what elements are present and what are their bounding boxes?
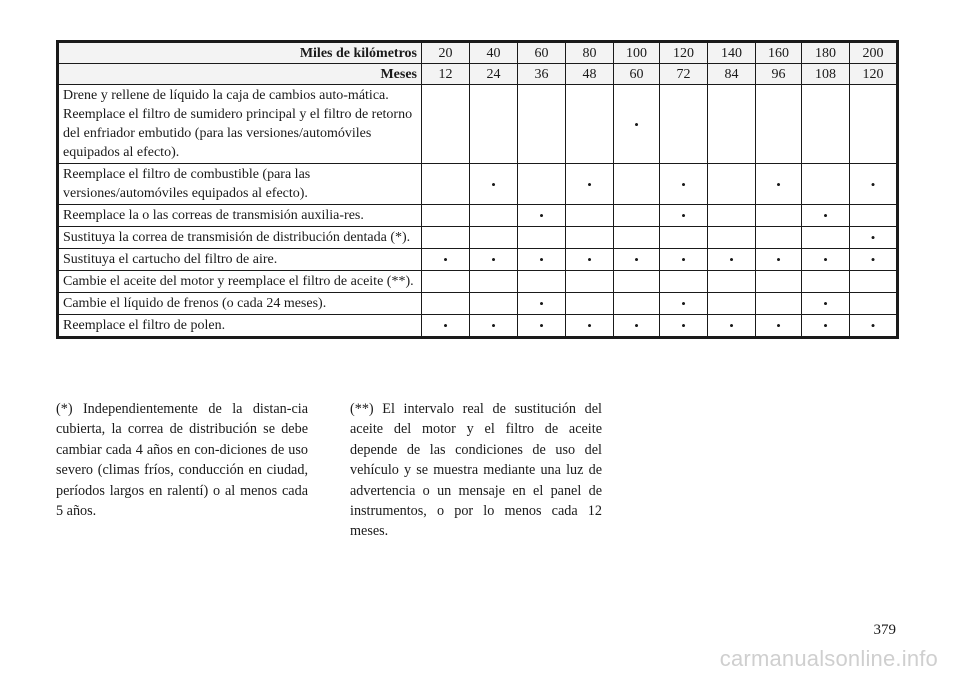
service-mark [518, 271, 566, 293]
table-row [58, 85, 898, 164]
service-task: Reemplace el filtro de polen. [58, 315, 422, 338]
service-mark [422, 164, 470, 205]
interval-value: 72 [660, 64, 708, 85]
service-mark: • [470, 164, 518, 205]
service-task: Sustituya el cartucho del filtro de aire. [58, 249, 422, 271]
interval-value: 200 [850, 42, 898, 64]
interval-value: 80 [566, 42, 614, 64]
service-mark [802, 227, 850, 249]
service-mark: • [614, 315, 660, 338]
service-mark: • [708, 315, 756, 338]
header-label: Miles de kilómetros [58, 42, 422, 64]
interval-value: 20 [422, 42, 470, 64]
service-mark [566, 85, 614, 164]
header-label: Meses [58, 64, 422, 85]
service-mark [614, 271, 660, 293]
service-mark: • [708, 249, 756, 271]
service-mark [756, 227, 802, 249]
service-mark: • [660, 315, 708, 338]
service-mark: • [518, 249, 566, 271]
service-mark [566, 293, 614, 315]
table-row [58, 315, 898, 338]
service-mark [422, 271, 470, 293]
service-mark [422, 227, 470, 249]
service-mark [708, 227, 756, 249]
service-mark [422, 293, 470, 315]
service-mark: • [566, 164, 614, 205]
service-mark: • [660, 249, 708, 271]
service-mark [518, 164, 566, 205]
interval-value: 40 [470, 42, 518, 64]
service-mark: • [660, 164, 708, 205]
table-row [58, 271, 898, 293]
service-mark [566, 205, 614, 227]
interval-value: 180 [802, 42, 850, 64]
interval-value: 120 [850, 64, 898, 85]
interval-value: 108 [802, 64, 850, 85]
interval-value: 24 [470, 64, 518, 85]
service-task: Cambie el líquido de frenos (o cada 24 meses). [58, 293, 422, 315]
service-mark: • [756, 164, 802, 205]
service-mark [518, 85, 566, 164]
service-mark [660, 271, 708, 293]
interval-value: 12 [422, 64, 470, 85]
service-mark: • [802, 315, 850, 338]
service-mark [470, 293, 518, 315]
service-mark: • [566, 315, 614, 338]
service-mark: • [470, 315, 518, 338]
footnote-timing-belt: (*) Independientemente de la distan-cia cubierta, la correa de distribución se debe cambiar cada 4 años en con-diciones de uso severo (climas fríos, conducción en ciudad, períodos largos en ralentí) o al menos cada 5 años. [56, 401, 308, 520]
service-mark: • [422, 249, 470, 271]
service-mark [708, 85, 756, 164]
service-mark [566, 271, 614, 293]
service-mark [614, 293, 660, 315]
service-mark [802, 271, 850, 293]
interval-value: 120 [660, 42, 708, 64]
service-mark [566, 227, 614, 249]
table-row [58, 293, 898, 315]
service-mark [470, 205, 518, 227]
service-task: Reemplace el filtro de combustible (para las versiones/automóviles equipados al efecto). [58, 164, 422, 205]
service-mark [708, 293, 756, 315]
service-mark [756, 293, 802, 315]
service-mark [422, 205, 470, 227]
service-mark [470, 227, 518, 249]
interval-value: 160 [756, 42, 802, 64]
service-mark: • [614, 249, 660, 271]
service-mark [802, 85, 850, 164]
service-mark [518, 227, 566, 249]
service-mark [470, 85, 518, 164]
service-mark [708, 164, 756, 205]
service-mark: • [756, 249, 802, 271]
service-mark [614, 164, 660, 205]
service-mark [850, 293, 898, 315]
service-mark [614, 205, 660, 227]
service-mark [660, 85, 708, 164]
service-mark [756, 271, 802, 293]
service-mark [850, 85, 898, 164]
service-mark: • [422, 315, 470, 338]
service-mark: • [518, 205, 566, 227]
service-mark [850, 205, 898, 227]
service-mark [660, 227, 708, 249]
table-row [58, 205, 898, 227]
service-mark [802, 164, 850, 205]
interval-value: 36 [518, 64, 566, 85]
header-row [58, 64, 898, 85]
service-task: Cambie el aceite del motor y reemplace el filtro de aceite (**). [58, 271, 422, 293]
watermark: carmanualsonline.info [719, 646, 938, 671]
interval-value: 84 [708, 64, 756, 85]
service-mark: • [850, 227, 898, 249]
schedule-body [58, 42, 898, 338]
service-mark: • [660, 205, 708, 227]
table-row [58, 249, 898, 271]
page-number: 379 [873, 622, 896, 638]
service-mark: • [850, 249, 898, 271]
service-mark: • [566, 249, 614, 271]
service-mark: • [802, 293, 850, 315]
interval-value: 100 [614, 42, 660, 64]
table-row [58, 227, 898, 249]
table-row [58, 164, 898, 205]
service-mark: • [850, 315, 898, 338]
service-task: Drene y rellene de líquido la caja de cambios auto-mática. Reemplace el filtro de sumidero principal y el filtro de retorno del enfriador embutido (para las versiones/automóviles equipados al efecto). [58, 85, 422, 164]
service-mark [756, 85, 802, 164]
interval-value: 60 [518, 42, 566, 64]
interval-value: 60 [614, 64, 660, 85]
service-mark [708, 271, 756, 293]
header-row [58, 42, 898, 64]
service-mark [614, 227, 660, 249]
interval-value: 96 [756, 64, 802, 85]
service-mark: • [802, 249, 850, 271]
service-mark: • [850, 164, 898, 205]
service-mark: • [518, 315, 566, 338]
service-mark: • [802, 205, 850, 227]
maintenance-schedule-table [56, 40, 899, 339]
service-mark [470, 271, 518, 293]
interval-value: 140 [708, 42, 756, 64]
service-mark: • [756, 315, 802, 338]
interval-value: 48 [566, 64, 614, 85]
service-mark [708, 205, 756, 227]
service-mark: • [470, 249, 518, 271]
service-mark: • [518, 293, 566, 315]
service-task: Sustituya la correa de transmisión de distribución dentada (*). [58, 227, 422, 249]
service-mark: • [614, 85, 660, 164]
service-task: Reemplace la o las correas de transmisión auxilia-res. [58, 205, 422, 227]
service-mark [850, 271, 898, 293]
footnote-oil-interval: (**) El intervalo real de sustitución del aceite del motor y el filtro de aceite depende de las condiciones de uso del vehículo y se muestra mediante una luz de advertencia o un mensaje en el panel de instrumentos, o por lo menos cada 12 meses. [350, 401, 602, 540]
service-mark: • [660, 293, 708, 315]
service-mark [422, 85, 470, 164]
service-mark [756, 205, 802, 227]
